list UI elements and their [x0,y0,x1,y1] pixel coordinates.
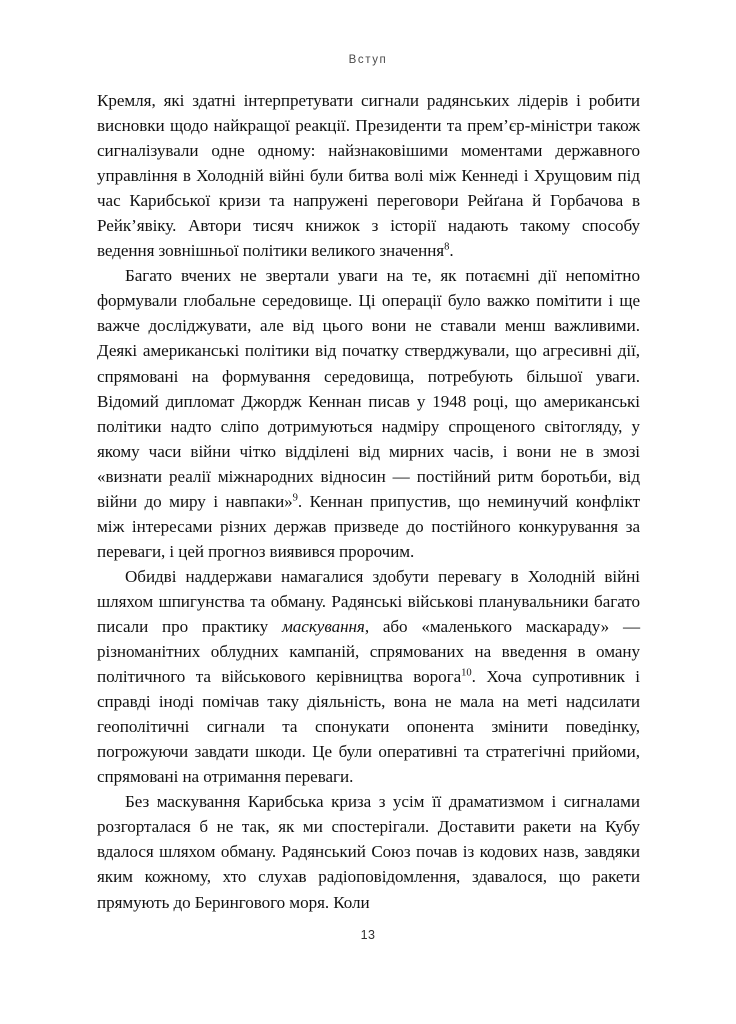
text-run: Обидві наддержави намагалися здобути перевагу в Холодній війні шляхом шпигунства та обману. Радянські військові планувальники багато писали про практику [97,566,640,636]
footnote-marker[interactable]: 8 [444,241,450,253]
paragraph-para-3 [97,564,640,789]
text-run: . Кеннан припустив, що неминучий конфлікт між інтересами різних держав призведе до постійного конкурування за переваги, і цей прогноз виявився пророчим. [97,491,641,561]
running-head: Вступ [348,54,388,66]
text-run: Багато вчених не звертали уваги на те, як потаємні дії непомітно формували глобальне середовище. Ці операції було важко помітити і ще важче досліджувати, але від цього вони не ставали менш важливими. Деякі американські політики від початку стверджували, що агресивні дії, спрямовані на формування середовища, потребують більшої уваги. Відомий дипломат Джордж Кеннан писав у 1948 році, що американські політики надто сліпо дотримуються надміру спрощеного світогляду, у якому часи війни чітко відділені від мирних часів, і вони не в змозі «визнати реалії міжнародних відносин — постійний ритм боротьби, від війни до миру і навпаки» [97,266,640,511]
footnote-marker[interactable]: 9 [292,492,298,504]
body-text-block [97,88,640,915]
paragraph-para-1 [97,88,640,263]
footnote-marker[interactable]: 10 [461,667,472,679]
paragraph-para-2 [97,263,640,564]
paragraph-para-4 [97,789,640,914]
text-run: Без маскування Карибська криза з усім її драматизмом і сигналами розгорталася б не так, як ми спостерігали. Доставити ракети на Кубу вдалося шляхом обману. Радянський Союз почав із кодових назв, завдяки яким кожному, хто слухав радіоповідомлення, здавалося, що ракети прямують до Берингового моря. Коли [97,792,640,912]
page-number: 13 [360,928,376,942]
text-run: . [449,241,454,261]
text-run: . Хоча супротивник і справді іноді помічав таку діяльність, вона не мала на меті надсилати геополітичні сигнали та спонукати опонента змінити поведінку, погрожуючи завдати шкоди. Це були оперативні та стратегічні прийоми, спрямовані на отримання переваги. [97,667,640,787]
text-run: , або «маленького маскараду» — різноманітних облудних кампаній, спрямованих на введення в оману політичного та військового керівництва ворога [97,616,640,687]
emphasis-term: маскування [281,616,365,636]
text-run: Кремля, які здатні інтерпретувати сигнали радянських лідерів і робити висновки щодо найкращої реакції. Президенти та прем’єр-міністри також сигналізували одне одному: найзнаковішими моментами державного управління в Холодній війні були битва волі між Кеннеді і Хрущовим під час Карибської кризи та напружені переговори Рейґана й Горбачова в Рейк’явіку. Автори тисяч книжок з історії надають такому способу ведення зовнішньої політики великого значення [97,91,640,261]
